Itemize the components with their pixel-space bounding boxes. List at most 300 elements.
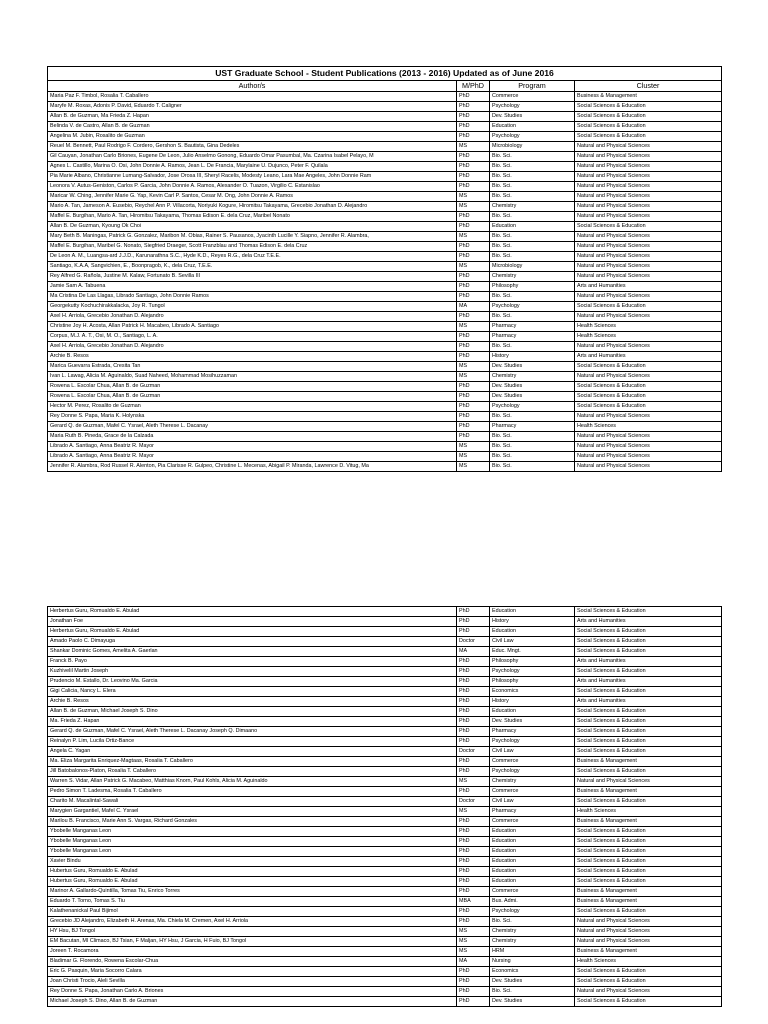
program-cell: Chemistry xyxy=(490,777,575,787)
table-row xyxy=(48,152,722,162)
cluster-cell: Natural and Physical Sciences xyxy=(575,372,722,382)
program-cell: Bio. Sci. xyxy=(490,232,575,242)
program-cell: Education xyxy=(490,837,575,847)
program-cell: Commerce xyxy=(490,92,575,102)
program-cell: Pharmacy xyxy=(490,422,575,432)
cluster-cell: Social Sciences & Education xyxy=(575,767,722,777)
cluster-cell: Natural and Physical Sciences xyxy=(575,292,722,302)
authors-cell: Marica Guevarra Estrada, Cresita Tan xyxy=(48,362,457,372)
cluster-cell: Health Sciences xyxy=(575,957,722,967)
degree-cell: PhD xyxy=(457,272,490,282)
authors-cell: EM Bacutan, MI Climaco, BJ Tsian, F Maljan, HY Hsu, J Garcia, H Fuio, BJ Tongol xyxy=(48,937,457,947)
authors-cell: Maria Ruth B. Pineda, Grace de la Calzada xyxy=(48,432,457,442)
cluster-cell: Social Sciences & Education xyxy=(575,977,722,987)
cluster-cell: Social Sciences & Education xyxy=(575,707,722,717)
program-cell: Civil Law xyxy=(490,797,575,807)
table-row xyxy=(48,282,722,292)
header-cluster: Cluster xyxy=(575,81,722,92)
degree-cell: PhD xyxy=(457,312,490,322)
cluster-cell: Natural and Physical Sciences xyxy=(575,162,722,172)
degree-cell: PhD xyxy=(457,737,490,747)
degree-cell: MS xyxy=(457,322,490,332)
program-cell: Philosophy xyxy=(490,657,575,667)
program-cell: Education xyxy=(490,867,575,877)
program-cell: History xyxy=(490,352,575,362)
header-authors: Author/s xyxy=(48,81,457,92)
cluster-cell: Health Sciences xyxy=(575,422,722,432)
table-row xyxy=(48,627,722,637)
table-row xyxy=(48,857,722,867)
authors-cell: Franck B. Payo xyxy=(48,657,457,667)
degree-cell: MS xyxy=(457,372,490,382)
program-cell: Commerce xyxy=(490,817,575,827)
degree-cell: PhD xyxy=(457,877,490,887)
authors-cell: Marygien Gargantiel, Mafel C. Ysrael xyxy=(48,807,457,817)
table-row xyxy=(48,617,722,627)
cluster-cell: Natural and Physical Sciences xyxy=(575,777,722,787)
program-cell: Education xyxy=(490,707,575,717)
authors-cell: Michael Joseph S. Dino, Allan B. de Guzman xyxy=(48,997,457,1007)
program-cell: Education xyxy=(490,627,575,637)
program-cell: Chemistry xyxy=(490,372,575,382)
cluster-cell: Social Sciences & Education xyxy=(575,837,722,847)
table-row xyxy=(48,897,722,907)
table-row xyxy=(48,977,722,987)
table-row xyxy=(48,847,722,857)
degree-cell: PhD xyxy=(457,422,490,432)
program-cell: Psychology xyxy=(490,302,575,312)
program-cell: Economics xyxy=(490,967,575,977)
program-cell: Psychology xyxy=(490,737,575,747)
cluster-cell: Health Sciences xyxy=(575,332,722,342)
authors-cell: Hubertus Guru, Romualdo E. Abulad xyxy=(48,867,457,877)
program-cell: Psychology xyxy=(490,767,575,777)
degree-cell: PhD xyxy=(457,172,490,182)
table-row xyxy=(48,887,722,897)
degree-cell: PhD xyxy=(457,887,490,897)
cluster-cell: Business & Management xyxy=(575,787,722,797)
program-cell: Educ. Mngt. xyxy=(490,647,575,657)
authors-cell: Bladimar G. Florendo, Rowena Escolar-Chua xyxy=(48,957,457,967)
cluster-cell: Social Sciences & Education xyxy=(575,727,722,737)
authors-cell: Jennifer R. Alambra, Rod Russel R. Alenton, Pia Clarisse R. Gulpeo, Christine L. Mecenas, Abigail P. Miranda, Lawrence D. Vitug, Ma xyxy=(48,462,457,472)
program-cell: Bio. Sci. xyxy=(490,242,575,252)
degree-cell: MA xyxy=(457,647,490,657)
authors-cell: Archie B. Resos xyxy=(48,697,457,707)
table-row xyxy=(48,232,722,242)
authors-cell: Mario A. Tan, Jameson A. Eusebio, Reychel Ann P. Villacorta, Noriyuki Kogure, Hiromitsu Takayama, Grecebio Jonathan D. Alejandro xyxy=(48,202,457,212)
degree-cell: PhD xyxy=(457,867,490,877)
program-cell: Bus. Admi. xyxy=(490,897,575,907)
degree-cell: MS xyxy=(457,927,490,937)
cluster-cell: Business & Management xyxy=(575,897,722,907)
table-row xyxy=(48,937,722,947)
authors-cell: Georgekutty Kochuchirakkalacka, Joy R. Tungol xyxy=(48,302,457,312)
degree-cell: PhD xyxy=(457,977,490,987)
program-cell: Psychology xyxy=(490,907,575,917)
publications-table-2 xyxy=(47,606,722,1007)
authors-cell: Allan B. de Guzman, Ma Frieda Z. Hapan xyxy=(48,112,457,122)
table-row xyxy=(48,432,722,442)
table-row xyxy=(48,827,722,837)
table-row xyxy=(48,422,722,432)
authors-cell: Herbertus Guru, Romualdo E. Abulad xyxy=(48,627,457,637)
program-cell: Nursing xyxy=(490,957,575,967)
cluster-cell: Social Sciences & Education xyxy=(575,637,722,647)
cluster-cell: Social Sciences & Education xyxy=(575,827,722,837)
degree-cell: PhD xyxy=(457,182,490,192)
program-cell: Education xyxy=(490,877,575,887)
table-row xyxy=(48,322,722,332)
cluster-cell: Social Sciences & Education xyxy=(575,402,722,412)
authors-cell: Rey Donne S. Papa, Jonathan Carlo A. Briones xyxy=(48,987,457,997)
degree-cell: PhD xyxy=(457,402,490,412)
publications-table-1 xyxy=(47,66,722,472)
program-cell: Dev. Studies xyxy=(490,977,575,987)
table-row xyxy=(48,342,722,352)
cluster-cell: Natural and Physical Sciences xyxy=(575,262,722,272)
degree-cell: MS xyxy=(457,262,490,272)
table-row xyxy=(48,807,722,817)
degree-cell: PhD xyxy=(457,827,490,837)
program-cell: Chemistry xyxy=(490,272,575,282)
degree-cell: PhD xyxy=(457,432,490,442)
authors-cell: Ybobelle Manganas Leon xyxy=(48,827,457,837)
program-cell: Commerce xyxy=(490,887,575,897)
table-2-body xyxy=(48,607,722,1007)
degree-cell: PhD xyxy=(457,817,490,827)
degree-cell: PhD xyxy=(457,667,490,677)
table-row xyxy=(48,797,722,807)
program-cell: Bio. Sci. xyxy=(490,342,575,352)
program-cell: Education xyxy=(490,222,575,232)
cluster-cell: Arts and Humanities xyxy=(575,657,722,667)
cluster-cell: Natural and Physical Sciences xyxy=(575,232,722,242)
degree-cell: PhD xyxy=(457,917,490,927)
program-cell: Education xyxy=(490,827,575,837)
degree-cell: PhD xyxy=(457,617,490,627)
authors-cell: Librado A. Santiago, Anna Beatriz R. Mayor xyxy=(48,452,457,462)
program-cell: Psychology xyxy=(490,132,575,142)
authors-cell: Angela C. Yagan xyxy=(48,747,457,757)
cluster-cell: Social Sciences & Education xyxy=(575,112,722,122)
table-row xyxy=(48,392,722,402)
authors-cell: Christine Joy H. Acosta, Allan Patrick H. Macabeo, Librado A. Santiago xyxy=(48,322,457,332)
cluster-cell: Social Sciences & Education xyxy=(575,717,722,727)
authors-cell: Eric G. Pasquin, Maria Socorro Calara xyxy=(48,967,457,977)
cluster-cell: Social Sciences & Education xyxy=(575,102,722,112)
degree-cell: PhD xyxy=(457,787,490,797)
table-row xyxy=(48,767,722,777)
table-row xyxy=(48,877,722,887)
cluster-cell: Business & Management xyxy=(575,757,722,767)
authors-cell: Jamie Sam A. Tabuena xyxy=(48,282,457,292)
cluster-cell: Social Sciences & Education xyxy=(575,907,722,917)
table-row xyxy=(48,997,722,1007)
program-cell: Dev. Studies xyxy=(490,382,575,392)
cluster-cell: Natural and Physical Sciences xyxy=(575,172,722,182)
degree-cell: PhD xyxy=(457,132,490,142)
degree-cell: MS xyxy=(457,442,490,452)
authors-cell: Ma Cristina De Las Llagas, Librado Santiago, John Donnie Ramos xyxy=(48,292,457,302)
cluster-cell: Social Sciences & Education xyxy=(575,857,722,867)
table-row xyxy=(48,272,722,282)
cluster-cell: Social Sciences & Education xyxy=(575,362,722,372)
cluster-cell: Social Sciences & Education xyxy=(575,747,722,757)
program-cell: Bio. Sci. xyxy=(490,162,575,172)
authors-cell: Maria Paz F. Timbol, Rosalia T. Caballero xyxy=(48,92,457,102)
degree-cell: MS xyxy=(457,947,490,957)
degree-cell: PhD xyxy=(457,997,490,1007)
cluster-cell: Social Sciences & Education xyxy=(575,392,722,402)
cluster-cell: Social Sciences & Education xyxy=(575,797,722,807)
table-row xyxy=(48,747,722,757)
program-cell: Bio. Sci. xyxy=(490,462,575,472)
authors-cell: Maricar W. Ching, Jennifer Marie G. Yap, Kevin Carl P. Santos, Cesar M. Ong, John Donnie A. Ramos xyxy=(48,192,457,202)
degree-cell: MS xyxy=(457,232,490,242)
cluster-cell: Health Sciences xyxy=(575,807,722,817)
table-row xyxy=(48,787,722,797)
table-row xyxy=(48,987,722,997)
table-row xyxy=(48,252,722,262)
authors-cell: Reinalyn P. Lim, Lucila Ortiz-Bance xyxy=(48,737,457,747)
degree-cell: PhD xyxy=(457,607,490,617)
degree-cell: PhD xyxy=(457,967,490,977)
authors-cell: Ivan L. Lawag, Alicia M. Aguinaldo, Suad Naheed, Mohammad Mosihuzzaman xyxy=(48,372,457,382)
program-cell: Psychology xyxy=(490,102,575,112)
table-row xyxy=(48,192,722,202)
cluster-cell: Natural and Physical Sciences xyxy=(575,312,722,322)
table-row xyxy=(48,957,722,967)
table-row xyxy=(48,677,722,687)
table-row xyxy=(48,92,722,102)
degree-cell: PhD xyxy=(457,332,490,342)
program-cell: Chemistry xyxy=(490,927,575,937)
table-row xyxy=(48,352,722,362)
degree-cell: MS xyxy=(457,362,490,372)
table-row xyxy=(48,312,722,322)
authors-cell: Joan Christi Trocio, Aleli Sevilla xyxy=(48,977,457,987)
table-row xyxy=(48,452,722,462)
authors-cell: Amado Paolo C. Dimayuga xyxy=(48,637,457,647)
cluster-cell: Arts and Humanities xyxy=(575,677,722,687)
program-cell: Chemistry xyxy=(490,937,575,947)
authors-cell: Rowena L. Escolar Chua, Allan B. de Guzman xyxy=(48,382,457,392)
program-cell: Commerce xyxy=(490,757,575,767)
cluster-cell: Natural and Physical Sciences xyxy=(575,182,722,192)
header-program: Program xyxy=(490,81,575,92)
program-cell: Bio. Sci. xyxy=(490,412,575,422)
cluster-cell: Natural and Physical Sciences xyxy=(575,412,722,422)
authors-cell: Maryfe M. Roxas, Adonis P. David, Eduardo T. Caligner xyxy=(48,102,457,112)
authors-cell: Pedro Simon T. Ladesma, Rosalia T. Caballero xyxy=(48,787,457,797)
program-cell: Dev. Studies xyxy=(490,717,575,727)
authors-cell: Prudencio M. Estallo, Dr. Leovino Ma. Garcia xyxy=(48,677,457,687)
cluster-cell: Natural and Physical Sciences xyxy=(575,142,722,152)
degree-cell: PhD xyxy=(457,342,490,352)
cluster-cell: Social Sciences & Education xyxy=(575,382,722,392)
cluster-cell: Social Sciences & Education xyxy=(575,967,722,977)
table-row xyxy=(48,707,722,717)
table-row xyxy=(48,382,722,392)
cluster-cell: Natural and Physical Sciences xyxy=(575,442,722,452)
cluster-cell: Social Sciences & Education xyxy=(575,122,722,132)
table-row xyxy=(48,687,722,697)
table-row xyxy=(48,907,722,917)
authors-cell: Archie B. Resos xyxy=(48,352,457,362)
table-row xyxy=(48,402,722,412)
program-cell: Education xyxy=(490,607,575,617)
degree-cell: PhD xyxy=(457,152,490,162)
degree-cell: PhD xyxy=(457,382,490,392)
program-cell: Education xyxy=(490,857,575,867)
degree-cell: PhD xyxy=(457,837,490,847)
degree-cell: MS xyxy=(457,452,490,462)
header-row xyxy=(48,81,722,92)
cluster-cell: Natural and Physical Sciences xyxy=(575,202,722,212)
authors-cell: Gil Cauyan, Jonathan Carlo Briones, Eugene De Leon, Julio Anselmo Gonong, Eduardo Omar Pasumbal, Ma. Czarina Isabel Pelayo, M xyxy=(48,152,457,162)
program-cell: Chemistry xyxy=(490,202,575,212)
degree-cell: PhD xyxy=(457,677,490,687)
authors-cell: Gigi Calicia, Nancy L. Elera xyxy=(48,687,457,697)
degree-cell: PhD xyxy=(457,102,490,112)
cluster-cell: Natural and Physical Sciences xyxy=(575,342,722,352)
degree-cell: Doctor xyxy=(457,747,490,757)
table-row xyxy=(48,162,722,172)
degree-cell: PhD xyxy=(457,907,490,917)
cluster-cell: Social Sciences & Education xyxy=(575,302,722,312)
authors-cell: Kalathenanickal Paul Bijimol xyxy=(48,907,457,917)
program-cell: Bio. Sci. xyxy=(490,152,575,162)
authors-cell: Herbertus Guru, Romualdo E. Abulad xyxy=(48,607,457,617)
degree-cell: PhD xyxy=(457,627,490,637)
cluster-cell: Business & Management xyxy=(575,92,722,102)
table-row xyxy=(48,182,722,192)
table-row xyxy=(48,442,722,452)
authors-cell: Ma. Eliza Margarita Enriquez-Magtaas, Rosalia T. Caballero xyxy=(48,757,457,767)
program-cell: Bio. Sci. xyxy=(490,212,575,222)
degree-cell: PhD xyxy=(457,987,490,997)
degree-cell: PhD xyxy=(457,222,490,232)
cluster-cell: Social Sciences & Education xyxy=(575,627,722,637)
degree-cell: PhD xyxy=(457,412,490,422)
program-cell: Bio. Sci. xyxy=(490,252,575,262)
degree-cell: PhD xyxy=(457,707,490,717)
table-row xyxy=(48,112,722,122)
degree-cell: PhD xyxy=(457,757,490,767)
table-row xyxy=(48,302,722,312)
authors-cell: Rowena L. Escolar Chua, Allan B. de Guzman xyxy=(48,392,457,402)
table-1-body xyxy=(48,92,722,472)
authors-cell: Allan B. De Guzman, Kyoung Ok Choi xyxy=(48,222,457,232)
cluster-cell: Health Sciences xyxy=(575,322,722,332)
cluster-cell: Natural and Physical Sciences xyxy=(575,987,722,997)
degree-cell: MS xyxy=(457,462,490,472)
authors-cell: Agnes L. Castillo, Marina O. Osi, John Donnie A. Ramos, Jean L. De Francia, Marylaine U. Dujunco, Peter F. Quilala xyxy=(48,162,457,172)
cluster-cell: Social Sciences & Education xyxy=(575,997,722,1007)
table-row xyxy=(48,717,722,727)
table-row xyxy=(48,412,722,422)
table-row xyxy=(48,667,722,677)
cluster-cell: Business & Management xyxy=(575,947,722,957)
authors-cell: Maffel E. Burgihan, Maribel G. Nonato, Siegfried Draeger, Scott Franzblau and Thomas Edison E. dela Cruz xyxy=(48,242,457,252)
cluster-cell: Natural and Physical Sciences xyxy=(575,452,722,462)
degree-cell: PhD xyxy=(457,847,490,857)
document-title: UST Graduate School - Student Publications (2013 - 2016) Updated as of June 2016 xyxy=(48,67,722,81)
degree-cell: PhD xyxy=(457,352,490,362)
cluster-cell: Social Sciences & Education xyxy=(575,132,722,142)
degree-cell: PhD xyxy=(457,122,490,132)
degree-cell: Doctor xyxy=(457,637,490,647)
authors-cell: Librado A. Santiago, Anna Beatriz R. Mayor xyxy=(48,442,457,452)
authors-cell: Mary Beth B. Maningas, Patrick G. Gonzalez, Maribon M. Obias, Rainer S. Pausanos, Jyacinth Lucille Y. Siapno, Jennifer R. Alambra, xyxy=(48,232,457,242)
cluster-cell: Natural and Physical Sciences xyxy=(575,432,722,442)
authors-cell: Santiago, K.A.A, Sangvichien, E., Boonpragob, K., dela Cruz, T.E.E. xyxy=(48,262,457,272)
authors-cell: Hubertus Guru, Romualdo E. Abulad xyxy=(48,877,457,887)
table-row xyxy=(48,947,722,957)
cluster-cell: Arts and Humanities xyxy=(575,352,722,362)
table-row xyxy=(48,172,722,182)
program-cell: History xyxy=(490,617,575,627)
authors-cell: Grecebio JD Alejandro, Elizabeth H. Arenas, Ma. Chiela M. Cremen, Axel H. Arriola xyxy=(48,917,457,927)
program-cell: Bio. Sci. xyxy=(490,292,575,302)
degree-cell: MS xyxy=(457,807,490,817)
table-row xyxy=(48,817,722,827)
authors-cell: Eduardo T. Torno, Tomas S. Tiu xyxy=(48,897,457,907)
program-cell: Civil Law xyxy=(490,637,575,647)
degree-cell: PhD xyxy=(457,717,490,727)
title-row xyxy=(48,67,722,81)
degree-cell: MS xyxy=(457,192,490,202)
program-cell: Pharmacy xyxy=(490,727,575,737)
cluster-cell: Natural and Physical Sciences xyxy=(575,242,722,252)
degree-cell: PhD xyxy=(457,767,490,777)
table-row xyxy=(48,462,722,472)
table-row xyxy=(48,917,722,927)
cluster-cell: Natural and Physical Sciences xyxy=(575,272,722,282)
program-cell: HRM xyxy=(490,947,575,957)
cluster-cell: Business & Management xyxy=(575,887,722,897)
authors-cell: Kuzhivelil Martin Joseph xyxy=(48,667,457,677)
degree-cell: PhD xyxy=(457,687,490,697)
table-row xyxy=(48,647,722,657)
authors-cell: Reuel M. Bennett, Paul Rodrigo F. Cordero, Gershon S. Bautista, Gina Dedeles xyxy=(48,142,457,152)
authors-cell: Axel H. Arriola, Grecebio Jonathan D. Alejandro xyxy=(48,342,457,352)
table-row xyxy=(48,142,722,152)
authors-cell: Xavier Bindu xyxy=(48,857,457,867)
cluster-cell: Social Sciences & Education xyxy=(575,647,722,657)
program-cell: Microbiology xyxy=(490,142,575,152)
authors-cell: Axel H. Arriola, Grecebio Jonathan D. Alejandro xyxy=(48,312,457,322)
authors-cell: Warren S. Vidar, Allan Patrick G. Macabeo, Matthias Knorn, Paul Kohls, Alicia M. Aguinaldo xyxy=(48,777,457,787)
cluster-cell: Business & Management xyxy=(575,817,722,827)
program-cell: Pharmacy xyxy=(490,332,575,342)
table-row xyxy=(48,102,722,112)
degree-cell: PhD xyxy=(457,857,490,867)
cluster-cell: Social Sciences & Education xyxy=(575,847,722,857)
authors-cell: Ma. Frieda Z. Hapan xyxy=(48,717,457,727)
program-cell: Pharmacy xyxy=(490,322,575,332)
table-row xyxy=(48,757,722,767)
authors-cell: Corpus, M.J. A. T., Osi, M. O., Santiago, L. A. xyxy=(48,332,457,342)
table-row xyxy=(48,362,722,372)
degree-cell: Doctor xyxy=(457,797,490,807)
degree-cell: MS xyxy=(457,937,490,947)
authors-cell: Allan B. de Guzman, Michael Joseph S. Dino xyxy=(48,707,457,717)
cluster-cell: Natural and Physical Sciences xyxy=(575,927,722,937)
degree-cell: PhD xyxy=(457,392,490,402)
authors-cell: Leonora V. Autus-Geniston, Carlos P. Garcia, John Donnie A. Ramos, Alexander O. Tuazon, Virgilio C. Estanislao xyxy=(48,182,457,192)
